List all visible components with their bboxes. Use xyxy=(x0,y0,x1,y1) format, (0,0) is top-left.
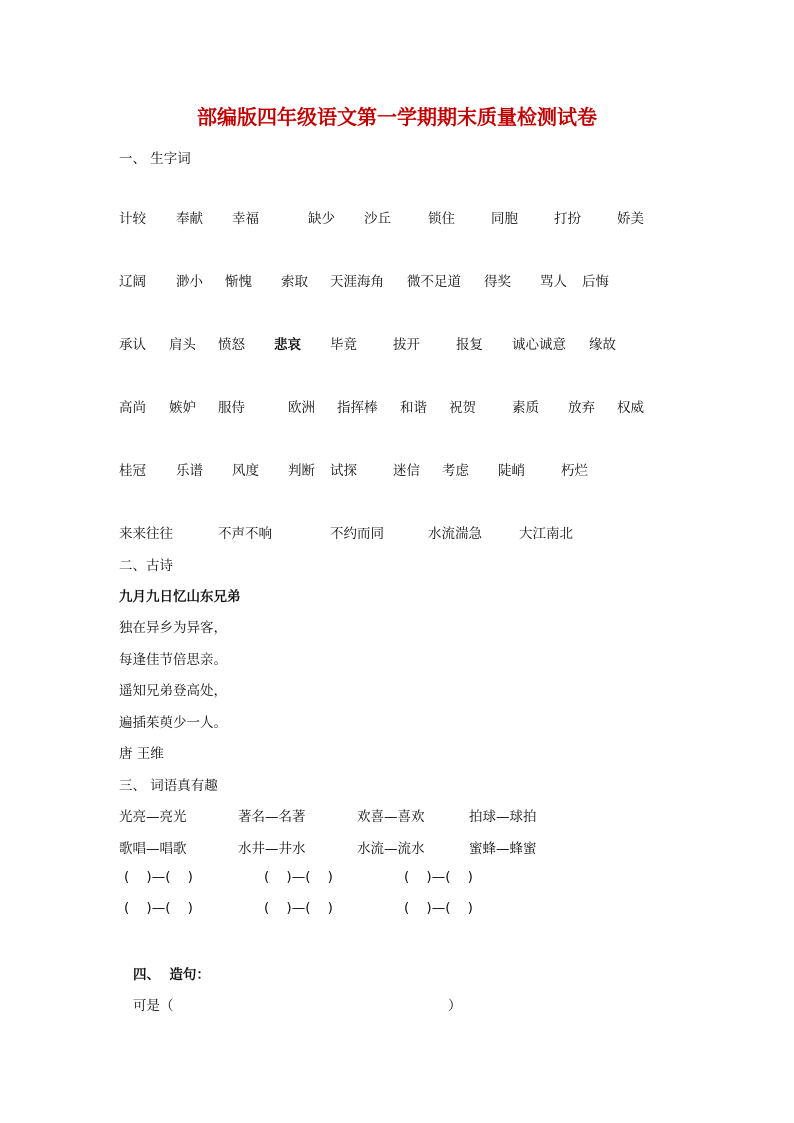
sentence-answer-blank[interactable] xyxy=(183,994,445,1010)
vocab-word: 判断 xyxy=(288,463,315,479)
word-pair: 欢喜—喜欢 xyxy=(357,809,425,825)
vocab-word: 风度 xyxy=(232,463,259,479)
vocab-word: 权威 xyxy=(617,400,644,416)
blank-pair[interactable]: ( )—( ) xyxy=(404,869,473,885)
vocab-word: 诚心诚意 xyxy=(512,337,566,353)
vocab-word: 放弃 xyxy=(568,400,595,416)
vocab-word: 陡峭 xyxy=(498,463,525,479)
vocab-word: 索取 xyxy=(281,274,308,290)
vocab-word: 锁住 xyxy=(428,211,455,227)
vocab-word: 嫉妒 xyxy=(169,400,196,416)
vocab-word: 指挥棒 xyxy=(337,400,378,416)
poem-author: 唐 王维 xyxy=(119,746,164,762)
section-heading-sentence: 四、 造句： xyxy=(133,967,210,983)
vocab-word: 不约而同 xyxy=(330,526,384,542)
vocab-word: 水流湍急 xyxy=(428,526,482,542)
vocab-word: 大江南北 xyxy=(519,526,573,542)
word-pair: 蜜蜂—蜂蜜 xyxy=(469,841,537,857)
vocab-word: 不声不响 xyxy=(218,526,272,542)
blank-pair[interactable]: ( )—( ) xyxy=(124,900,193,916)
blank-pair[interactable]: ( )—( ) xyxy=(264,869,333,885)
word-pair: 水流—流水 xyxy=(357,841,425,857)
vocab-word: 报复 xyxy=(456,337,483,353)
vocab-word: 打扮 xyxy=(554,211,581,227)
vocab-word: 悲哀 xyxy=(274,337,301,353)
vocab-word: 得奖 xyxy=(484,274,511,290)
vocab-word: 拔开 xyxy=(393,337,420,353)
vocab-word: 幸福 xyxy=(232,211,259,227)
vocab-word: 高尚 xyxy=(119,400,146,416)
section-heading-vocabulary: 一、 生字词 xyxy=(119,151,191,167)
blank-pair[interactable]: ( )—( ) xyxy=(404,900,473,916)
vocab-word: 计较 xyxy=(119,211,146,227)
vocab-word: 缺少 xyxy=(308,211,335,227)
vocab-word: 祝贺 xyxy=(449,400,476,416)
word-pair: 著名—名著 xyxy=(238,809,306,825)
vocab-word: 桂冠 xyxy=(119,463,146,479)
vocab-word: 缘故 xyxy=(589,337,616,353)
vocab-word: 迷信 xyxy=(393,463,420,479)
word-pair: 光亮—亮光 xyxy=(119,809,187,825)
vocab-word: 骂人 xyxy=(540,274,567,290)
sentence-prompt: 可是（ xyxy=(133,998,174,1014)
section-heading-poem: 二、古诗 xyxy=(119,558,173,574)
vocab-word: 承认 xyxy=(119,337,146,353)
poem-line: 独在异乡为异客， xyxy=(119,620,227,636)
vocab-word: 朽烂 xyxy=(561,463,588,479)
vocab-word: 欧洲 xyxy=(288,400,315,416)
vocab-word: 微不足道 xyxy=(407,274,461,290)
blank-pair[interactable]: ( )—( ) xyxy=(264,900,333,916)
poem-title: 九月九日忆山东兄弟 xyxy=(119,589,241,605)
vocab-word: 肩头 xyxy=(169,337,196,353)
page-title: 部编版四年级语文第一学期期末质量检测试卷 xyxy=(197,105,597,129)
vocab-word: 同胞 xyxy=(491,211,518,227)
vocab-word: 娇美 xyxy=(617,211,644,227)
sentence-close-paren: ） xyxy=(448,998,462,1014)
vocab-word: 来来往往 xyxy=(119,526,173,542)
vocab-word: 试探 xyxy=(330,463,357,479)
poem-line: 遍插茱萸少一人。 xyxy=(119,715,227,731)
vocab-word: 毕竟 xyxy=(330,337,357,353)
vocab-word: 素质 xyxy=(512,400,539,416)
poem-line: 每逢佳节倍思亲。 xyxy=(119,652,227,668)
vocab-word: 奉献 xyxy=(176,211,203,227)
vocab-word: 考虑 xyxy=(442,463,469,479)
vocab-word: 惭愧 xyxy=(225,274,252,290)
vocab-word: 天涯海角 xyxy=(330,274,384,290)
poem-line: 遥知兄弟登高处， xyxy=(119,683,227,699)
vocab-word: 辽阔 xyxy=(119,274,146,290)
word-pair: 拍球—球拍 xyxy=(469,809,537,825)
vocab-word: 乐谱 xyxy=(176,463,203,479)
vocab-word: 沙丘 xyxy=(364,211,391,227)
vocab-word: 后悔 xyxy=(582,274,609,290)
vocab-word: 和谐 xyxy=(400,400,427,416)
vocab-word: 服侍 xyxy=(218,400,245,416)
vocab-word: 渺小 xyxy=(176,274,203,290)
blank-pair[interactable]: ( )—( ) xyxy=(124,869,193,885)
section-heading-word-fun: 三、 词语真有趣 xyxy=(119,778,218,794)
word-pair: 歌唱—唱歌 xyxy=(119,841,187,857)
vocab-word: 愤怒 xyxy=(218,337,245,353)
word-pair: 水井—井水 xyxy=(238,841,306,857)
